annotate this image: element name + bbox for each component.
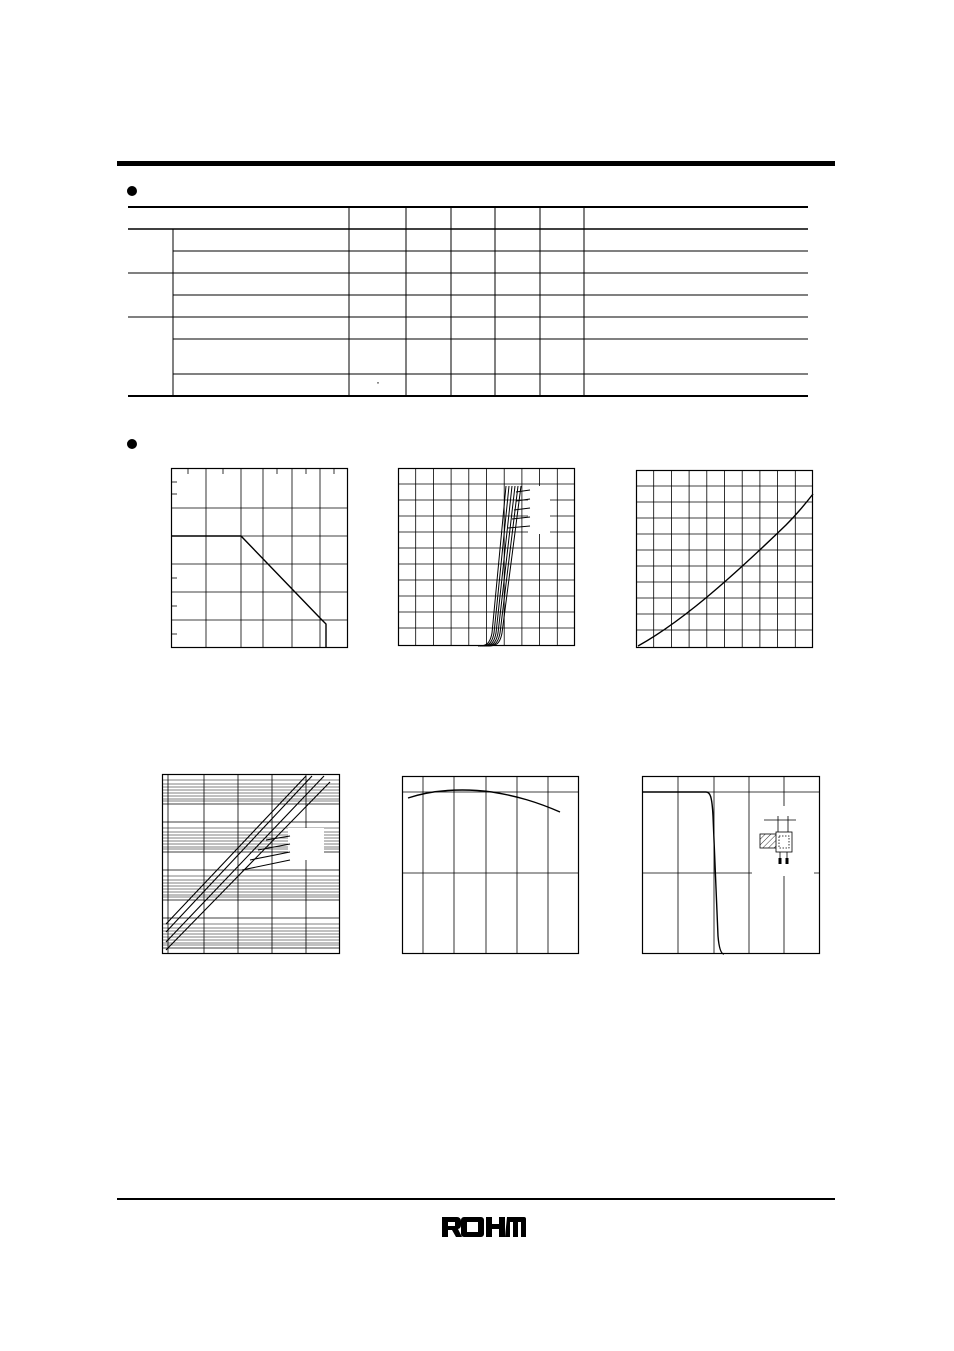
- table-note-mark: ·: [376, 375, 380, 389]
- chart-4-series-1: [166, 776, 306, 924]
- chart-4-series-4: [166, 782, 330, 950]
- chart-2-series-5: [486, 486, 518, 646]
- section-bullet-2: [127, 439, 137, 449]
- chart-4: [162, 774, 340, 954]
- chart-3: [636, 470, 813, 648]
- chart-5: [402, 776, 579, 954]
- chart-2: [398, 468, 575, 646]
- chart-6: [642, 776, 820, 954]
- chart-1: [171, 468, 348, 648]
- chart-5-series-line: [408, 790, 560, 812]
- chart-2-series-2: [480, 486, 509, 646]
- chart-3-series-line: [638, 494, 813, 646]
- rohm-logo: [440, 1214, 526, 1240]
- footer-rule: [117, 1198, 835, 1200]
- characteristics-table: [0, 0, 954, 420]
